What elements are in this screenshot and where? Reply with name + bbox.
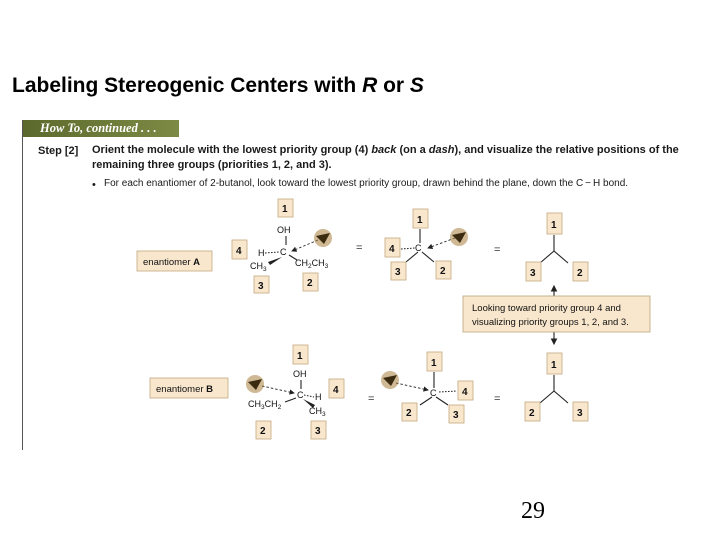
bond <box>406 252 418 262</box>
step-text-italic: dash <box>428 144 455 156</box>
priority-number: 1 <box>417 215 423 226</box>
atom-h: H <box>258 248 265 258</box>
atom-c: C <box>280 247 287 257</box>
priority-number: 3 <box>315 426 321 437</box>
enantiomer-a-label: enantiomer A <box>143 257 201 268</box>
callout-line-1: Looking toward priority group 4 and <box>472 303 621 314</box>
bullet-text: For each enantiomer of 2-butanol, look toward the lowest priority group, drawn behind the plane, down the C − H bond. <box>104 178 629 189</box>
priority-number: 1 <box>282 204 288 215</box>
title-r: R <box>362 74 378 97</box>
atom-h: H <box>315 392 322 402</box>
priority-number: 4 <box>236 246 242 257</box>
bond-c-ethyl <box>285 398 296 402</box>
priority-number: 1 <box>551 220 557 231</box>
priority-number: 2 <box>406 408 412 419</box>
step-text-italic: back <box>371 144 397 156</box>
wedge-bond <box>268 257 282 265</box>
callout-line-2: visualizing priority groups 1, 2, and 3. <box>472 317 629 328</box>
priority-number: 3 <box>395 267 401 278</box>
bond <box>436 397 448 405</box>
atom-c: C <box>430 388 437 398</box>
priority-number: 3 <box>258 281 264 292</box>
priority-number: 1 <box>431 358 437 369</box>
bond-dash-h <box>304 395 314 397</box>
atom-ch2ch3: $CH_2CH_3$ <box>295 258 329 270</box>
priority-number: 1 <box>551 360 557 371</box>
title-s: S <box>409 74 424 97</box>
priority-number: 3 <box>577 408 583 419</box>
priority-number: 3 <box>530 268 536 279</box>
step-text-part: Orient the molecule with the lowest priority group (4) <box>92 144 372 156</box>
title-or: or <box>377 74 410 97</box>
view-arrow <box>396 383 428 390</box>
equals-sign: = <box>356 242 363 254</box>
priority-number: 4 <box>389 244 395 255</box>
bond <box>420 397 432 405</box>
bond <box>554 391 568 403</box>
bond-dash-h <box>265 252 279 253</box>
atom-oh: OH <box>293 369 307 379</box>
bond <box>540 251 554 263</box>
view-arrow <box>262 386 294 393</box>
view-arrow <box>292 240 318 251</box>
priority-number: 2 <box>260 426 266 437</box>
equals-sign: = <box>494 393 501 405</box>
priority-number: 4 <box>333 385 339 396</box>
equals-sign: = <box>368 393 375 405</box>
step-text-part: (on a <box>396 144 429 156</box>
step-label: Step [2] <box>38 145 79 157</box>
bond <box>540 391 554 403</box>
step-text-part: ), and visualize the relative positions of the remaining three groups (priorities 1, 2, and 3). <box>92 144 679 171</box>
howto-banner-text: How To, continued . . . <box>40 121 157 135</box>
priority-number: 2 <box>529 408 535 419</box>
title-prefix: Labeling Stereogenic Centers with <box>12 74 363 97</box>
priority-number: 2 <box>577 268 583 279</box>
page-number: 29 <box>521 498 545 524</box>
atom-oh: OH <box>277 225 291 235</box>
bond <box>422 252 434 262</box>
atom-c: C <box>297 390 304 400</box>
enantiomer-b-label: enantiomer B <box>156 384 214 395</box>
bullet-icon: • <box>92 179 96 191</box>
priority-number: 2 <box>307 278 313 289</box>
bond-dash <box>401 248 415 249</box>
priority-number: 3 <box>453 410 459 421</box>
atom-c: C <box>415 243 422 253</box>
bond-dash <box>439 391 457 392</box>
priority-number: 4 <box>462 387 468 398</box>
bond <box>554 251 568 263</box>
atom-ch3: $CH_3$ <box>309 406 326 418</box>
priority-number: 1 <box>297 351 303 362</box>
atom-ch3ch2: $CH_3CH_2$ <box>248 399 282 411</box>
atom-ch3: $CH_3$ <box>250 261 267 273</box>
priority-number: 2 <box>440 266 446 277</box>
equals-sign: = <box>494 244 501 256</box>
